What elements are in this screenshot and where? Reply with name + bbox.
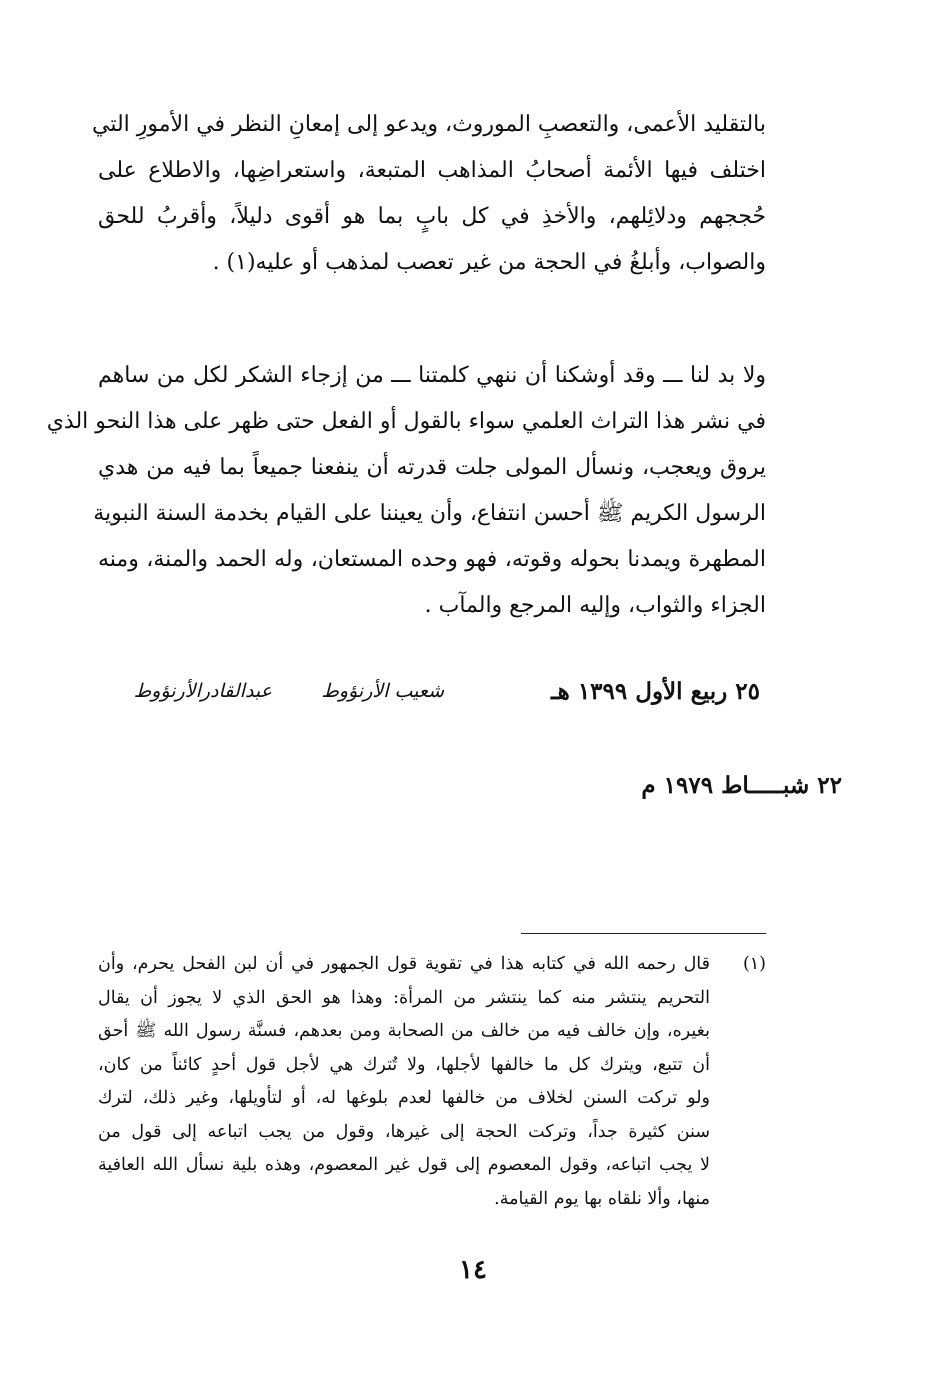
footnote-line: أن تتبع، ويترك كل ما خالفها لأجلها، ولا تُترك هي لأجل قول أحدٍ كائناً من كان، — [98, 1054, 710, 1075]
footnote — [98, 948, 766, 1216]
footnote-divider — [521, 933, 766, 934]
paragraph-1 — [92, 102, 766, 286]
footnote-line: ولو تركت السنن لخلاف من خالفها لعدم بلوغها له، أو لتأويلها، وغير ذلك، لترك — [98, 1088, 710, 1108]
footnote-line: لا يجب اتباعه، وقول المعصوم إلى قول غير المعصوم، وهذه بلية نسأل الله العافية — [98, 1155, 710, 1175]
paragraph-2 — [46, 353, 766, 629]
paragraph-line: الجزاء والثواب، وإليه المرجع والمآب . — [424, 593, 766, 618]
signature-shuayb: شعيب الأرنؤوط — [321, 680, 444, 702]
signatures — [124, 674, 444, 714]
paragraph-line: والصواب، وأبلغُ في الحجة من غير تعصب لمذهب أو عليه(١) . — [212, 250, 766, 275]
footnote-line: بغيره، وإن خالف فيه من خالف من الصحابة ومن بعدهم، فسنَّة رسول الله ﷺ أحق — [98, 1021, 710, 1041]
paragraph-line: حُججهم ودلائِلهم، والأخذِ في كل بابٍ بما هو أقوى دليلاً، وأقربُ للحق — [98, 204, 766, 229]
footnote-line: التحريم ينتشر منه كما ينتشر من المرأة: وهذا هو الحق الذي لا يجوز أن يقال — [98, 987, 710, 1008]
date-hijri: ٢٥ ربيع الأول ١٣٩٩ هـ — [550, 678, 760, 705]
paragraph-line: يروق ويعجب، ونسأل المولى جلت قدرته أن ينفعنا جميعاً بما فيه من هدي — [98, 455, 766, 480]
paragraph-line: ولا بد لنا ـــ وقد أوشكنا أن ننهي كلمتنا ـــ من إزجاء الشكر لكل من ساهم — [98, 363, 766, 388]
paragraph-line: الرسول الكريم ﷺ أحسن انتفاع، وأن يعيننا على القيام بخدمة السنة النبوية — [93, 501, 766, 526]
footnote-marker: (١) — [742, 954, 766, 974]
signature-abdulqadir: عبدالقادرالأرنؤوط — [133, 680, 272, 702]
footnote-line: منها، وألا نلقاه بها يوم القيامة. — [494, 1188, 710, 1209]
page-number: ١٤ — [459, 1255, 487, 1285]
footnote-body — [98, 948, 710, 1216]
footnote-line: سنن كثيرة جداً، وتركت الحجة إلى غيرها، وقول من يجب اتباعه إلى قول من — [98, 1121, 710, 1142]
date-gregorian: ٢٢ شبـــــاط ١٩٧٩ م — [641, 772, 842, 799]
paragraph-line: المطهرة ويمدنا بحوله وقوته، فهو وحده المستعان، وله الحمد والمنة، ومنه — [98, 547, 766, 572]
paragraph-line: اختلف فيها الأئمة أصحابُ المذاهب المتبعة، واستعراضِها، والاطلاع على — [98, 158, 766, 183]
paragraph-line: في نشر هذا التراث العلمي سواء بالقول أو الفعل حتى ظهر على هذا النحو الذي — [46, 409, 766, 434]
paragraph-line: بالتقليد الأعمى، والتعصبِ الموروث، ويدعو إلى إمعانِ النظر في الأمورِ التي — [92, 112, 766, 137]
footnote-line: قال رحمه الله في كتابه هذا في تقوية قول الجمهور في أن لبن الفحل يحرم، وأن — [98, 954, 710, 974]
